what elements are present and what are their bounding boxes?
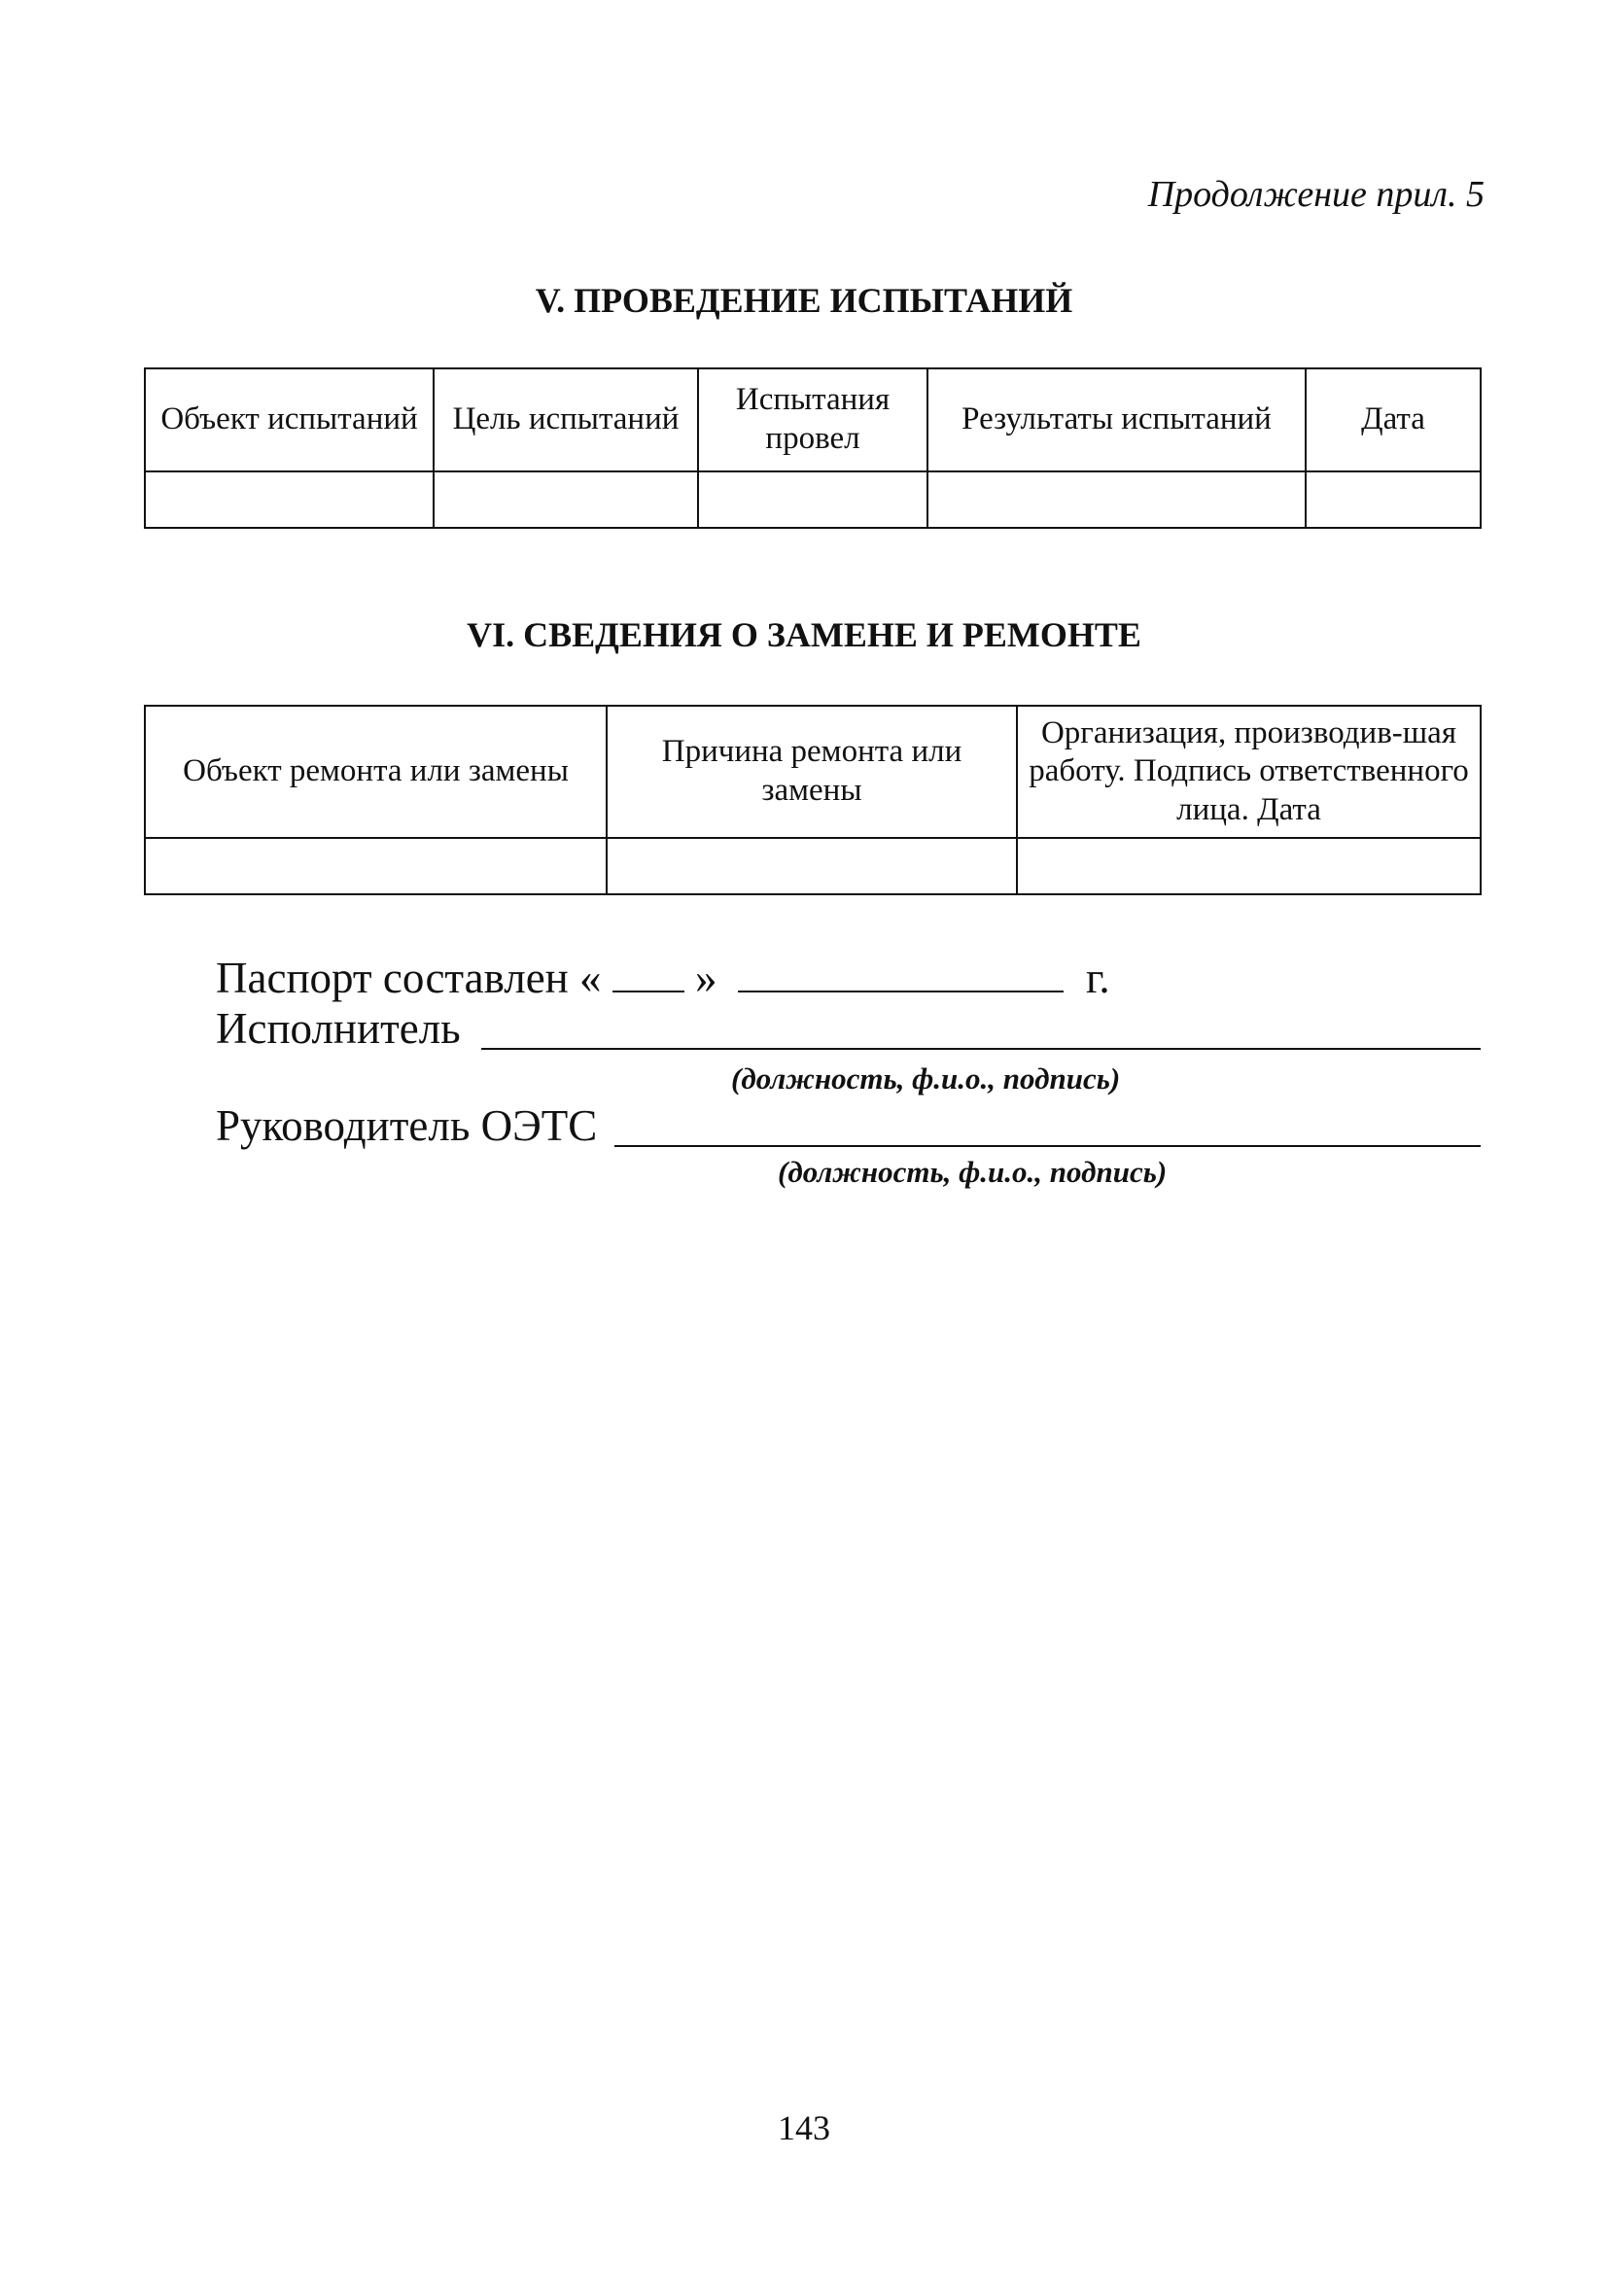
- table-cell: [1306, 471, 1481, 528]
- month-field[interactable]: [738, 991, 1064, 992]
- col-organization-signature-date: Организация, производив-шая работу. Подпись ответственного лица. Дата: [1017, 706, 1481, 838]
- table-row: [145, 838, 1481, 894]
- col-repair-reason: Причина ремонта или замены: [607, 706, 1017, 838]
- continuation-note: Продолжение прил. 5: [1147, 174, 1485, 215]
- close-quote: »: [695, 954, 717, 1002]
- head-signature-field[interactable]: [614, 1145, 1481, 1147]
- day-field[interactable]: [612, 991, 684, 992]
- col-test-results: Результаты испытаний: [927, 368, 1306, 471]
- page-number: 143: [778, 2108, 830, 2147]
- tests-table: [144, 367, 1482, 529]
- col-test-purpose: Цель испытаний: [434, 368, 698, 471]
- table-cell: [434, 471, 698, 528]
- open-quote: «: [579, 954, 602, 1002]
- head-line: [216, 1100, 597, 1151]
- executor-label: Исполнитель: [216, 1004, 461, 1053]
- section-5-title: V. ПРОВЕДЕНИЕ ИСПЫТАНИЙ: [535, 281, 1073, 320]
- col-repair-object: Объект ремонта или замены: [145, 706, 607, 838]
- head-caption: (должность, ф.и.о., подпись): [778, 1155, 1168, 1189]
- passport-compiled-line: [216, 953, 1110, 1003]
- section-6-title: VI. СВЕДЕНИЯ О ЗАМЕНЕ И РЕМОНТЕ: [467, 615, 1141, 654]
- executor-caption: (должность, ф.и.о., подпись): [731, 1061, 1121, 1096]
- table-cell: [145, 838, 607, 894]
- col-tested-by: Испытания провел: [698, 368, 927, 471]
- table-cell: [145, 471, 434, 528]
- table-cell: [698, 471, 927, 528]
- col-test-object: Объект испытаний: [145, 368, 434, 471]
- table-cell: [607, 838, 1017, 894]
- col-date: Дата: [1306, 368, 1481, 471]
- table-header-row: [145, 368, 1481, 471]
- table-header-row: [145, 706, 1481, 838]
- compiled-label: Паспорт составлен: [216, 954, 569, 1002]
- table-cell: [927, 471, 1306, 528]
- head-label: Руководитель ОЭТС: [216, 1101, 598, 1150]
- table-row: [145, 471, 1481, 528]
- table-cell: [1017, 838, 1481, 894]
- executor-line: [216, 1003, 461, 1054]
- year-suffix: г.: [1086, 954, 1110, 1002]
- executor-signature-field[interactable]: [481, 1048, 1481, 1050]
- repair-table: [144, 705, 1482, 895]
